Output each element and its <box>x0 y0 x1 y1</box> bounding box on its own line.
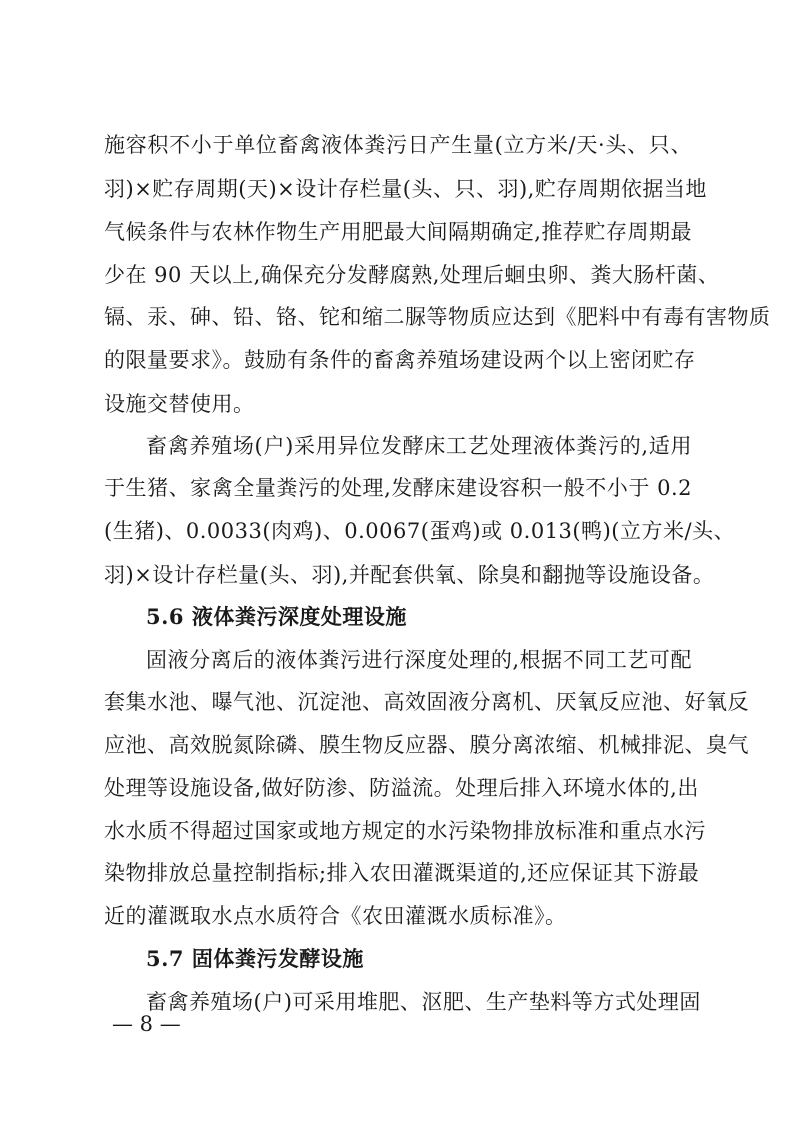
text-line: 的限量要求》。鼓励有条件的畜禽养殖场建设两个以上密闭贮存 <box>104 348 696 372</box>
text-line: 应池、高效脱氮除磷、膜生物反应器、膜分离浓缩、机械排泥、臭气 <box>104 733 749 757</box>
text-line: 于生猪、家禽全量粪污的处理,发酵床建设容积一般不小于 0.2 <box>104 476 692 500</box>
section-heading-5-7: 5.7 固体粪污发酵设施 <box>146 946 364 971</box>
page-number: — 8 — <box>112 1012 181 1036</box>
text-line: 畜禽养殖场(户)可采用堆肥、沤肥、生产垫料等方式处理固 <box>146 990 701 1014</box>
text-line: (生猪)、0.0033(肉鸡)、0.0067(蛋鸡)或 0.013(鸭)(立方米/头、 <box>104 519 736 543</box>
text-line: 羽)×设计存栏量(头、羽),并配套供氧、除臭和翻抛等设施设备。 <box>104 563 715 587</box>
text-line: 套集水池、曝气池、沉淀池、高效固液分离机、厌氧反应池、好氧反 <box>104 690 749 714</box>
text-line: 少在 90 天以上,确保充分发酵腐熟,处理后蛔虫卵、粪大肠杆菌、 <box>104 263 720 287</box>
text-line: 羽)×贮存周期(天)×设计存栏量(头、只、羽),贮存周期依据当地 <box>104 177 707 201</box>
text-line: 固液分离后的液体粪污进行深度处理的,根据不同工艺可配 <box>146 648 692 672</box>
text-line: 处理等设施设备,做好防渗、防溢流。处理后排入环境水体的,出 <box>104 776 699 800</box>
text-line: 设施交替使用。 <box>104 392 255 416</box>
text-line: 水水质不得超过国家或地方规定的水污染物排放标准和重点水污 <box>104 819 706 843</box>
text-line: 近的灌溉取水点水质符合《农田灌溉水质标准》。 <box>104 904 567 928</box>
text-line: 畜禽养殖场(户)采用异位发酵床工艺处理液体粪污的,适用 <box>146 434 692 458</box>
section-heading-5-6: 5.6 液体粪污深度处理设施 <box>146 604 407 629</box>
text-line: 镉、汞、砷、铅、铬、铊和缩二脲等物质应达到《肥料中有毒有害物质 <box>104 305 771 329</box>
text-line: 染物排放总量控制指标;排入农田灌溉渠道的,还应保证其下游最 <box>104 861 700 885</box>
text-line: 施容积不小于单位畜禽液体粪污日产生量(立方米/天·头、只、 <box>104 133 692 157</box>
text-line: 气候条件与农林作物生产用肥最大间隔期确定,推荐贮存周期最 <box>104 220 692 244</box>
